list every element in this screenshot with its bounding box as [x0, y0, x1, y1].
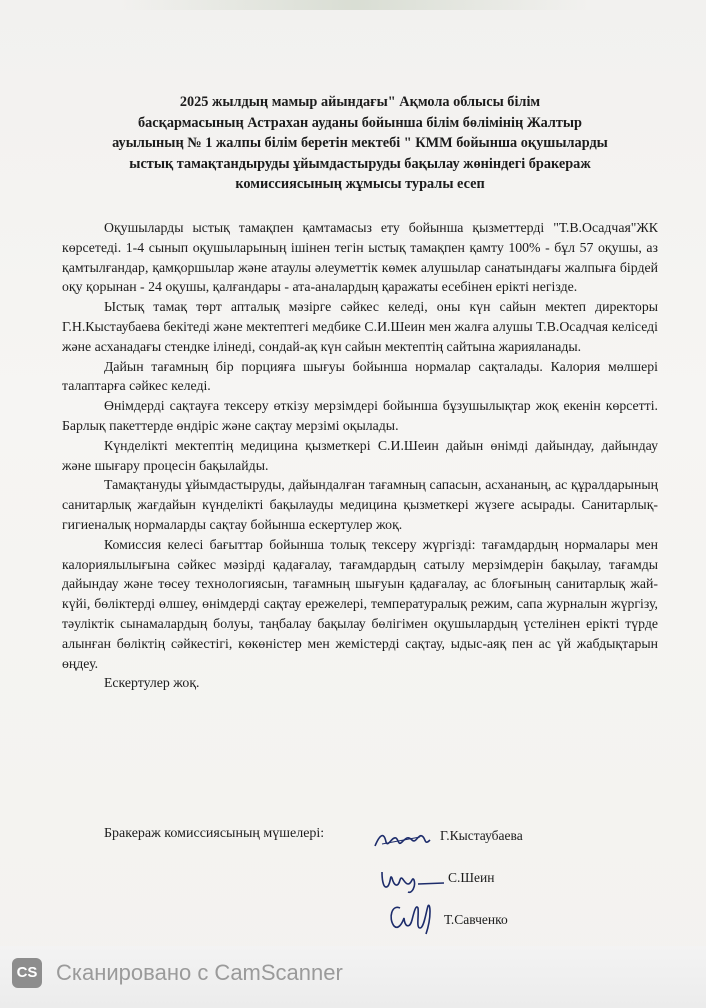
paragraph: Ыстық тамақ төрт апталық мәзірге сәйкес келеді, оны күн сайын мектеп директоры Г.Н.Кыстаубаева бекітеді және мектептегі медбике С.И.Шеин мен жалға алушы Т.В.Осадчая келіседі және асханадағы стендке ілінеді, сондай-ақ күн сайын мектептің сайтына жарияланады. — [62, 299, 658, 354]
paragraph: Өнімдерді сақтауға тексеру өткізу мерзімдері бойынша бұзушылықтар жоқ екенін көрсетті. Барлық пакеттерде өндіріс және сақтау мерзімі оқылады. — [62, 398, 658, 433]
title-line: 2025 жылдың мамыр айындағы" Ақмола облысы білім — [179, 94, 541, 110]
scan-edge-artifact — [120, 0, 590, 10]
member-name: Т.Савченко — [444, 912, 508, 927]
signatures-label: Бракераж комиссиясының мүшелері: — [104, 826, 325, 841]
paragraph: Ескертулер жоқ. — [104, 675, 200, 691]
report-body — [62, 218, 658, 693]
title-line: ыстық тамақтандыруды ұйымдастыруды бақылау жөніндегі бракераж — [129, 155, 591, 172]
title-line: комиссиясының жұмысы туралы есеп — [235, 176, 485, 192]
title-line: басқармасының Астрахан ауданы бойынша білім бөлімінің Жалтыр — [137, 114, 583, 131]
paragraph: Дайын тағамның бір порцияға шығуы бойынша нормалар сақталады. Калория мөлшері талаптарға сәйкес келеді. — [62, 358, 658, 394]
member-name: С.Шеин — [448, 870, 495, 885]
report-title — [60, 92, 660, 195]
scanner-watermark-text: Сканировано с CamScanner — [56, 960, 343, 985]
signature-shein-icon — [378, 866, 446, 896]
paragraph: Оқушыларды ыстық тамақпен қамтамасыз ету бойынша қызметтерді "Т.В.Осадчая"ЖК көрсетеді. 1-4 сынып оқушыларының ішінен тегін ыстық тамақпен қамту 100% - бұл 57 оқушы, аз қамтылғандар, қамқоршылар және атаулы әлеуметтік көмек алушылар санатындағы жалпыға бірдей оқу қорынан - 24 оқушы, қалғандары - ата-аналардың қаражаты есебінен ерікті негізде. — [62, 220, 658, 295]
signature-savchenko-icon — [386, 898, 438, 938]
signature-kystaubaeva-icon — [372, 828, 434, 854]
camscanner-logo-icon: CS — [12, 958, 42, 988]
paragraph: Комиссия келесі бағыттар бойынша толық тексеру жүргізді: тағамдардың нормалары мен калориялылығына сәйкес мәзірді қадағалау, тағамдардың сатылу мерзімдерін бақылау, тағамды дайындау және төсеу технологиясын, тағамның шығуын қадағалау, ас блоғының санитарлық жай-күйі, бөліктерді өлшеу, өнімдерді сақтау ережелері, температуралық режим, сапа журналын жүргізу, тәуліктік сынамалардың болуы, таңбалау бақылау бөлігімен оқушылардың үстелінен ерікті түрде алынған бөліктің сәйкестігі, көкөністер мен жемістерді сақтау, ыдыс-аяқ пен ас үй жабдықтарын өңдеу. — [62, 536, 658, 671]
member-name: Г.Кыстаубаева — [440, 828, 523, 843]
scanner-watermark-bar — [0, 946, 706, 1008]
paragraph: Күнделікті мектептің медицина қызметкері С.И.Шеин дайын өнімді дайындау, дайындау және шығару процесін бақылайды. — [62, 437, 658, 473]
paragraph: Тамақтануды ұйымдастыруды, дайындалған тағамның сапасын, асхананың, ас құралдарының санитарлық жағдайын күнделікті бақылауды медицина қызметкері жүзеге асырады. Санитарлық-гигиеналық нормаларды сақтау бойынша ескертулер жоқ. — [62, 477, 658, 532]
title-line: ауылының № 1 жалпы білім беретін мектебі " КММ бойынша оқушыларды — [112, 135, 608, 151]
